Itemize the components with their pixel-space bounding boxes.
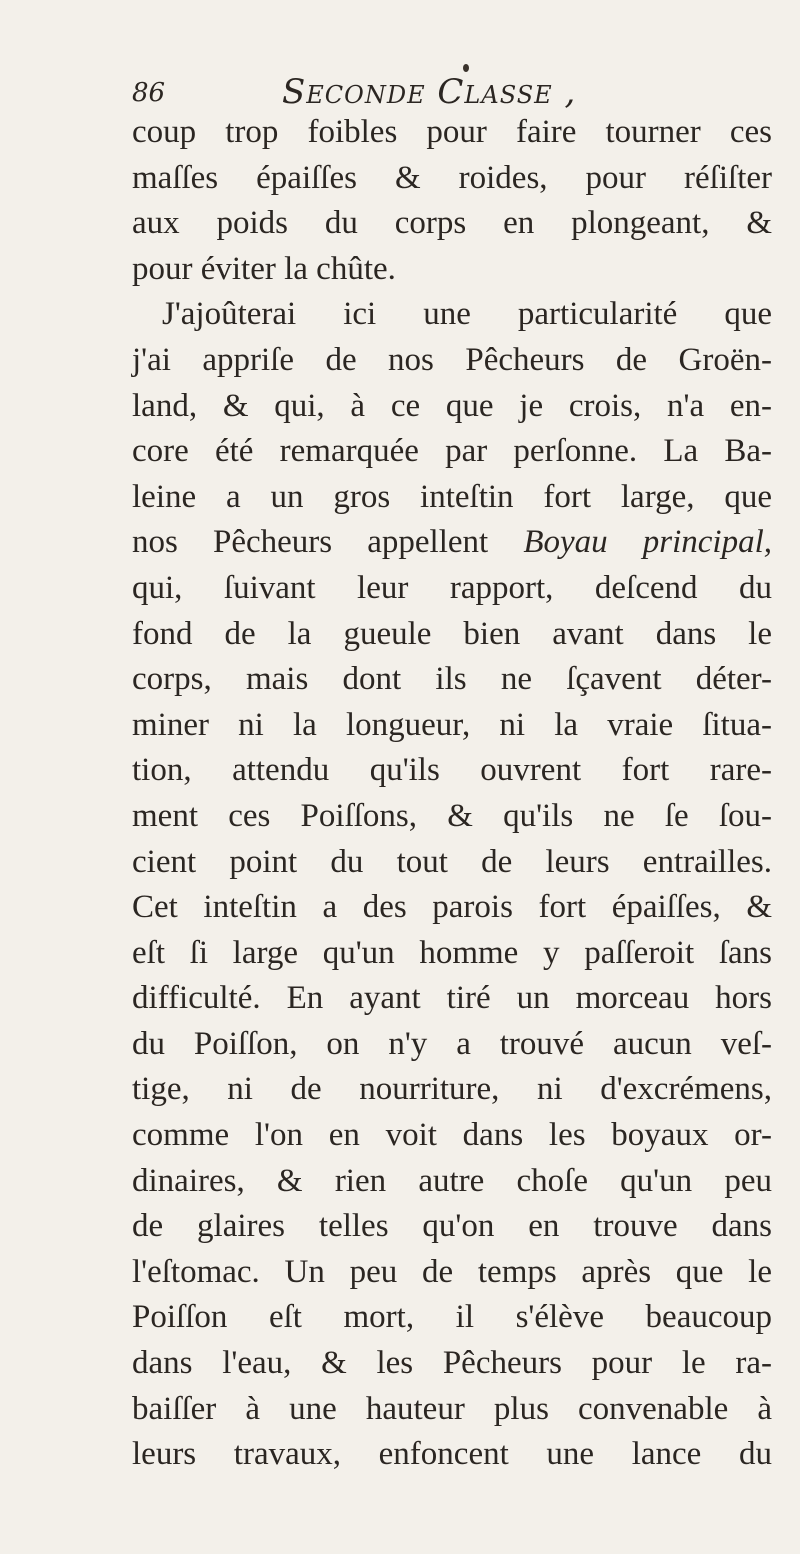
text-line: ment ces Poiſſons, & qu'ils ne ſe ſou- (132, 797, 772, 834)
text-line: j'ai appriſe de nos Pêcheurs de Groën- (132, 341, 772, 378)
text-line: leine a un gros inteſtin fort large, que (132, 478, 772, 515)
text-line: Poiſſon eſt mort, il s'élève beaucoup (132, 1299, 772, 1336)
text-line: miner ni la longueur, ni la vraie ſitua- (132, 706, 772, 743)
text-line: eſt ſi large qu'un homme y paſſeroit ſans (132, 934, 772, 971)
text-line-with-italic (132, 520, 772, 566)
text-line: Cet inteſtin a des parois fort épaiſſes, & (132, 889, 772, 926)
text-segment: nos Pêcheurs appellent (132, 524, 489, 561)
text-line: tige, ni de nourriture, ni d'excrémens, (132, 1071, 772, 1108)
text-line: tion, attendu qu'ils ouvrent fort rare- (132, 752, 772, 789)
running-head: Seconde Classe , (282, 72, 577, 112)
text-line: dans l'eau, & les Pêcheurs pour le ra- (132, 1345, 772, 1382)
italic-term: Boyau principal, (523, 524, 772, 561)
text-line: pour éviter la chûte. (132, 250, 396, 287)
text-line: difficulté. En ayant tiré un morceau hors (132, 980, 772, 1017)
text-line: coup trop foibles pour faire tourner ces (132, 114, 772, 150)
text-line: leurs travaux, enfoncent une lance du (132, 1436, 772, 1473)
text-line: baiſſer à une hauteur plus convenable à (132, 1390, 772, 1427)
text-line: J'ajoûterai ici une particularité que (162, 296, 772, 333)
page-number: 86 (132, 78, 166, 108)
body-text (132, 110, 772, 1478)
text-line: core été remarquée par perſonne. La Ba- (132, 433, 772, 470)
text-line: fond de la gueule bien avant dans le (132, 615, 772, 652)
text-line: land, & qui, à ce que je crois, n'a en- (132, 387, 772, 424)
text-line: cient point du tout de leurs entrailles. (132, 843, 772, 880)
text-line: qui, ſuivant leur rapport, deſcend du (132, 569, 772, 606)
text-line: du Poiſſon, on n'y a trouvé aucun veſ- (132, 1025, 772, 1062)
text-line: de glaires telles qu'on en trouve dans (132, 1208, 772, 1245)
text-line: l'eſtomac. Un peu de temps après que le (132, 1253, 772, 1290)
text-line: comme l'on en voit dans les boyaux or- (132, 1117, 772, 1154)
text-line: dinaires, & rien autre choſe qu'un peu (132, 1162, 772, 1199)
text-line: maſſes épaiſſes & roides, pour réſiſter (132, 159, 772, 196)
text-line: aux poids du corps en plongeant, & (132, 205, 772, 242)
text-line: corps, mais dont ils ne ſçavent déter- (132, 661, 772, 698)
